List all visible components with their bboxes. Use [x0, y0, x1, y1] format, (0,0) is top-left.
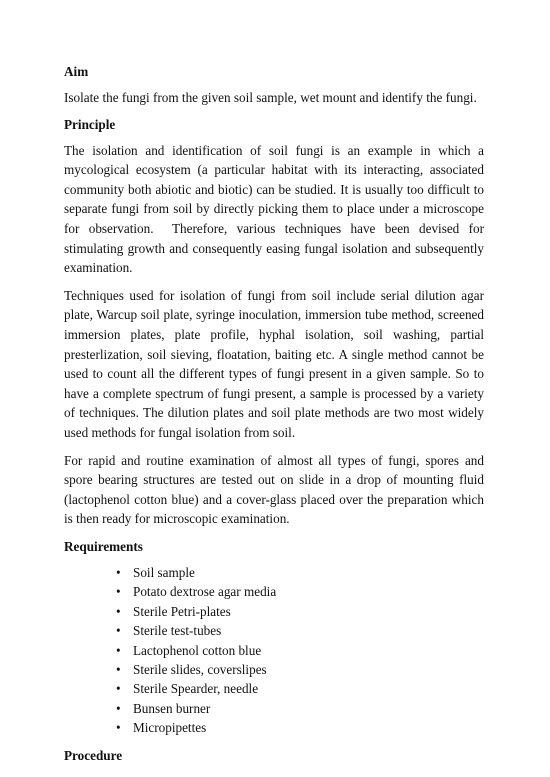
list-item-label: Soil sample	[133, 564, 195, 580]
list-item	[64, 641, 484, 660]
aim-heading: Aim	[64, 64, 89, 79]
bullet-icon: •	[116, 623, 121, 639]
bullet-icon: •	[116, 681, 121, 697]
procedure-heading: Procedure	[64, 747, 123, 763]
principle-heading: Principle	[64, 116, 116, 132]
document-body	[64, 62, 484, 772]
list-item-label: Bunsen burner	[133, 700, 211, 716]
requirements-list	[64, 563, 484, 738]
list-item-label: Sterile Spearder, needle	[133, 681, 259, 697]
list-item-label: Micropipettes	[133, 720, 207, 736]
list-item-label: Sterile Petri-plates	[133, 603, 231, 619]
list-item	[64, 679, 484, 698]
list-item-label: Sterile test-tubes	[133, 623, 222, 639]
principle-paragraph: For rapid and routine examination of almost all types of fungi, spores and spore bearing structures are tested out on slide in a drop of mounting fluid (lactophenol cotton blue) and a cover-glass placed over the preparation which is then ready for microscopic examination.	[64, 452, 484, 527]
bullet-icon: •	[116, 642, 121, 658]
aim-text: Isolate the fungi from the given soil sample, wet mount and identify the fungi.	[64, 90, 477, 105]
bullet-icon: •	[116, 584, 121, 600]
list-item	[64, 563, 484, 582]
list-item-label: Lactophenol cotton blue	[133, 642, 262, 658]
list-item	[64, 582, 484, 601]
bullet-icon: •	[116, 661, 121, 677]
list-item	[64, 602, 484, 621]
list-item	[64, 718, 484, 737]
bullet-icon: •	[116, 720, 121, 736]
requirements-heading: Requirements	[64, 538, 143, 554]
list-item-label: Sterile slides, coverslipes	[133, 661, 267, 677]
bullet-icon: •	[116, 603, 121, 619]
list-item	[64, 699, 484, 718]
list-item	[64, 660, 484, 679]
principle-paragraph: Techniques used for isolation of fungi from soil include serial dilution agar plate, Warcup soil plate, syringe inoculation, immersion tube method, screened immersion plates, plate profile, hyphal isolation, soil washing, partial presterlization, soil sieving, floatation, baiting etc. A single method cannot be used to count all the different types of fungi present in a given sample. So to have a complete spectrum of fungi present, a sample is processed by a variety of techniques. The dilution plates and soil plate methods are two most widely used methods for fungal isolation from soil.	[64, 287, 484, 440]
list-item-label: Potato dextrose agar media	[133, 584, 277, 600]
principle-paragraph: The isolation and identification of soil fungi is an example in which a mycological ecosystem (a particular habitat with its interacting, associated community both abiotic and biotic) can be studied. It is usually too difficult to separate fungi from soil by directly picking them to place under a microscope for observation. Therefore, various techniques have been devised for stimulating growth and consequently easing fungal isolation and subsequently examination.	[64, 142, 484, 276]
bullet-icon: •	[116, 700, 121, 716]
bullet-icon: •	[116, 564, 121, 580]
list-item	[64, 621, 484, 640]
